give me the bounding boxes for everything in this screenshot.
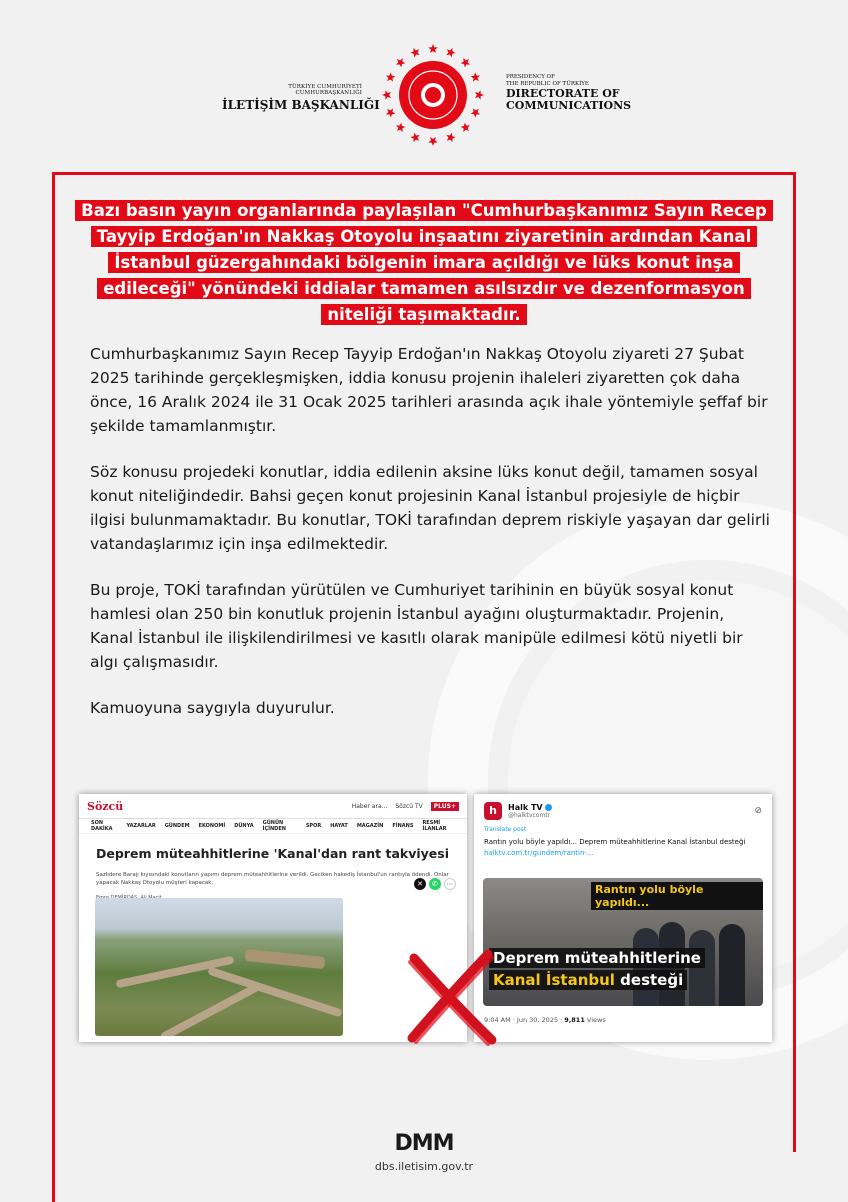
- frame-top-line: [52, 172, 796, 175]
- tweet-views-label: Views: [584, 1016, 606, 1024]
- header-right: [506, 74, 666, 112]
- photo-road: [245, 949, 326, 969]
- seal-star-icon: [382, 90, 391, 100]
- tweet-views-count: 9,811: [564, 1016, 585, 1024]
- seal-star-icon: [461, 123, 470, 132]
- seal-star-icon: [446, 133, 455, 142]
- tweet-link: halktv.com.tr/gundem/rantin-...: [484, 849, 594, 857]
- statement-body: [90, 342, 770, 742]
- red-x-icon: [396, 940, 506, 1050]
- paragraph-4: Kamuoyuna saygıyla duyurulur.: [90, 699, 335, 717]
- sozcu-nav-item: HAYAT: [330, 823, 348, 829]
- paragraph-1: Cumhurbaşkanımız Sayın Recep Tayyip Erdoğan'ın Nakkaş Otoyolu ziyareti 27 Şubat 2025 tarihinde gerçekleşmişken, iddia konusu projenin ihaleleri ziyaretten çok daha önce, 16 Aralık 2024 ile 31 Ocak 2025 tarihleri arasında açık ihale yöntemiyle şeffaf bir şekilde tamamlanmıştır.: [90, 345, 768, 435]
- header-right-title1: DIRECTORATE OF: [506, 87, 620, 100]
- sozcu-nav-item: GÜNDEM: [164, 823, 190, 829]
- halktv-tweet-screenshot: [474, 794, 772, 1042]
- tweet-author: [508, 803, 552, 819]
- sozcu-nav-item: DÜNYA: [234, 823, 254, 829]
- sozcu-nav-item: SON DAKİKA: [91, 820, 113, 832]
- seal-star-icon: [386, 72, 395, 81]
- dmm-logo: DMM: [394, 1131, 454, 1156]
- sozcu-tv: Sözcü TV: [395, 802, 423, 810]
- sozcu-tools: [352, 802, 459, 811]
- sozcu-share-icons: [414, 878, 456, 890]
- tweet-author-name-text: Halk TV: [508, 803, 543, 812]
- card-caption-bottom: [489, 970, 687, 990]
- sozcu-topbar: [79, 794, 467, 819]
- seal-star-icon: [471, 108, 480, 117]
- headline: [70, 198, 778, 328]
- header-left-small: TÜRKİYE CUMHURİYETİ CUMHURBAŞKANLIĞI: [288, 84, 362, 96]
- tweet-media-card: [483, 878, 763, 1006]
- tweet-author-name: [508, 803, 552, 812]
- header-left-title: İLETİŞİM BAŞKANLIĞI: [222, 98, 380, 112]
- more-share-icon: ⋯: [444, 878, 456, 890]
- photo-person: [719, 924, 745, 1006]
- sozcu-search: Haber ara...: [351, 802, 388, 810]
- card-caption-top: Rantın yolu böyle yapıldı...: [591, 882, 763, 910]
- sozcu-nav-item: EKONOMİ: [198, 823, 226, 829]
- whatsapp-share-icon: ✆: [429, 878, 441, 890]
- x-share-icon: ✕: [414, 878, 426, 890]
- photo-road: [160, 983, 261, 1036]
- seal-star-icon: [410, 133, 419, 142]
- sozcu-logo: Sözcü: [87, 799, 124, 813]
- translate-link: Translate post: [484, 826, 527, 833]
- sozcu-nav-item: GÜNÜN İÇİNDEN: [262, 820, 286, 832]
- paragraph-2: Söz konusu projedeki konutlar, iddia edilenin aksine lüks konut değil, tamamen sosyal konut niteliğindedir. Bahsi geçen konut projesinin Kanal İstanbul projesiyle de hiçbir ilgisi bulunmamaktadır. Bu konutlar, TOKİ tarafından deprem riskiyle yaşayan dar gelirli vatandaşlarımız için inşa edilmektedir.: [90, 463, 770, 553]
- grok-icon: ⊘: [754, 806, 762, 816]
- seal-star-icon: [475, 90, 484, 100]
- verified-badge-icon: [545, 804, 552, 811]
- sozcu-nav-item: MAGAZİN: [356, 823, 384, 829]
- headline-text: Bazı basın yayın organlarında paylaşılan "Cumhurbaşkanımız Sayın Recep Tayyip Erdoğan'ın Nakkaş Otoyolu inşaatını ziyaretinin ardından Kanal İstanbul güzergahındaki bölgenin imara açıldığı ve lüks konut inşa edileceği" yönündeki iddialar tamamen asılsızdır ve dezenformasyon niteliği taşımaktadır.: [75, 200, 773, 325]
- sozcu-article-title: Deprem müteahhitlerine 'Kanal'dan rant takviyesi: [96, 846, 449, 861]
- seal-star-icon: [396, 123, 405, 132]
- presidential-seal-icon: [378, 40, 488, 150]
- card-caption-tail: desteği: [614, 971, 684, 989]
- sozcu-nav-item: YAZARLAR: [126, 823, 156, 829]
- tweet-author-handle: @halktvcomtr: [508, 812, 551, 819]
- header-right-line1: PRESIDENCY OF: [506, 74, 555, 80]
- sozcu-nav-item: FİNANS: [392, 823, 414, 829]
- photo-road: [207, 967, 343, 1018]
- tweet-date: 9:04 AM · Jun 30, 2025 ·: [484, 1016, 565, 1024]
- seal-star-icon: [461, 58, 470, 67]
- sozcu-plus: PLUS+: [431, 802, 459, 811]
- halktv-avatar: h: [484, 802, 502, 820]
- photo-person: [689, 930, 715, 1006]
- seal-star-icon: [446, 48, 455, 57]
- header-right-line2: THE REPUBLIC OF TÜRKİYE: [506, 81, 589, 87]
- sozcu-nav: [79, 819, 467, 834]
- frame-right-line: [793, 172, 796, 1152]
- paragraph-3: Bu proje, TOKİ tarafından yürütülen ve Cumhuriyet tarihinin en büyük sosyal konut hamlesi olan 250 bin konutluk projenin İstanbul ayağını oluşturmaktadır. Projenin, Kanal İstanbul ile ilişkilendirilmesi ve kasıtlı olarak manipüle edilmesi kötü niyetli bir algı çalışmasıdır.: [90, 581, 743, 671]
- card-caption-main: Deprem müteahhitlerine: [489, 948, 705, 968]
- footer-url: dbs.iletisim.gov.tr: [374, 1160, 474, 1173]
- seal-star-icon: [410, 48, 419, 57]
- frame-left-line: [52, 172, 60, 1202]
- seal-star-icon: [386, 108, 395, 117]
- seal-star-icon: [428, 44, 438, 53]
- card-caption-highlight: Kanal İstanbul: [493, 971, 615, 989]
- construction-site-photo: [95, 898, 343, 1036]
- sozcu-article-summary: Sazlıdere Barajı kıyısındaki konutların yapımı deprem müteahhitlerine verildi. Geciken hakediş İstanbul'un rantıyla ödendi. Onlar yapacak Nakkaş Otoyolu müşteri kapacak.: [96, 872, 449, 886]
- header-left: [222, 84, 380, 112]
- seal-star-icon: [471, 72, 480, 81]
- sozcu-nav-item: RESMİ İLANLAR: [422, 820, 447, 832]
- tweet-header: [474, 794, 772, 820]
- tweet-text: Rantın yolu böyle yapıldı... Deprem müteahhitlerine Kanal İstanbul desteği: [484, 838, 746, 846]
- header-right-title2: COMMUNICATIONS: [506, 99, 632, 112]
- seal-star-icon: [396, 58, 405, 67]
- header: [0, 40, 848, 160]
- sozcu-nav-item: SPOR: [305, 823, 322, 829]
- seal-star-icon: [428, 137, 438, 146]
